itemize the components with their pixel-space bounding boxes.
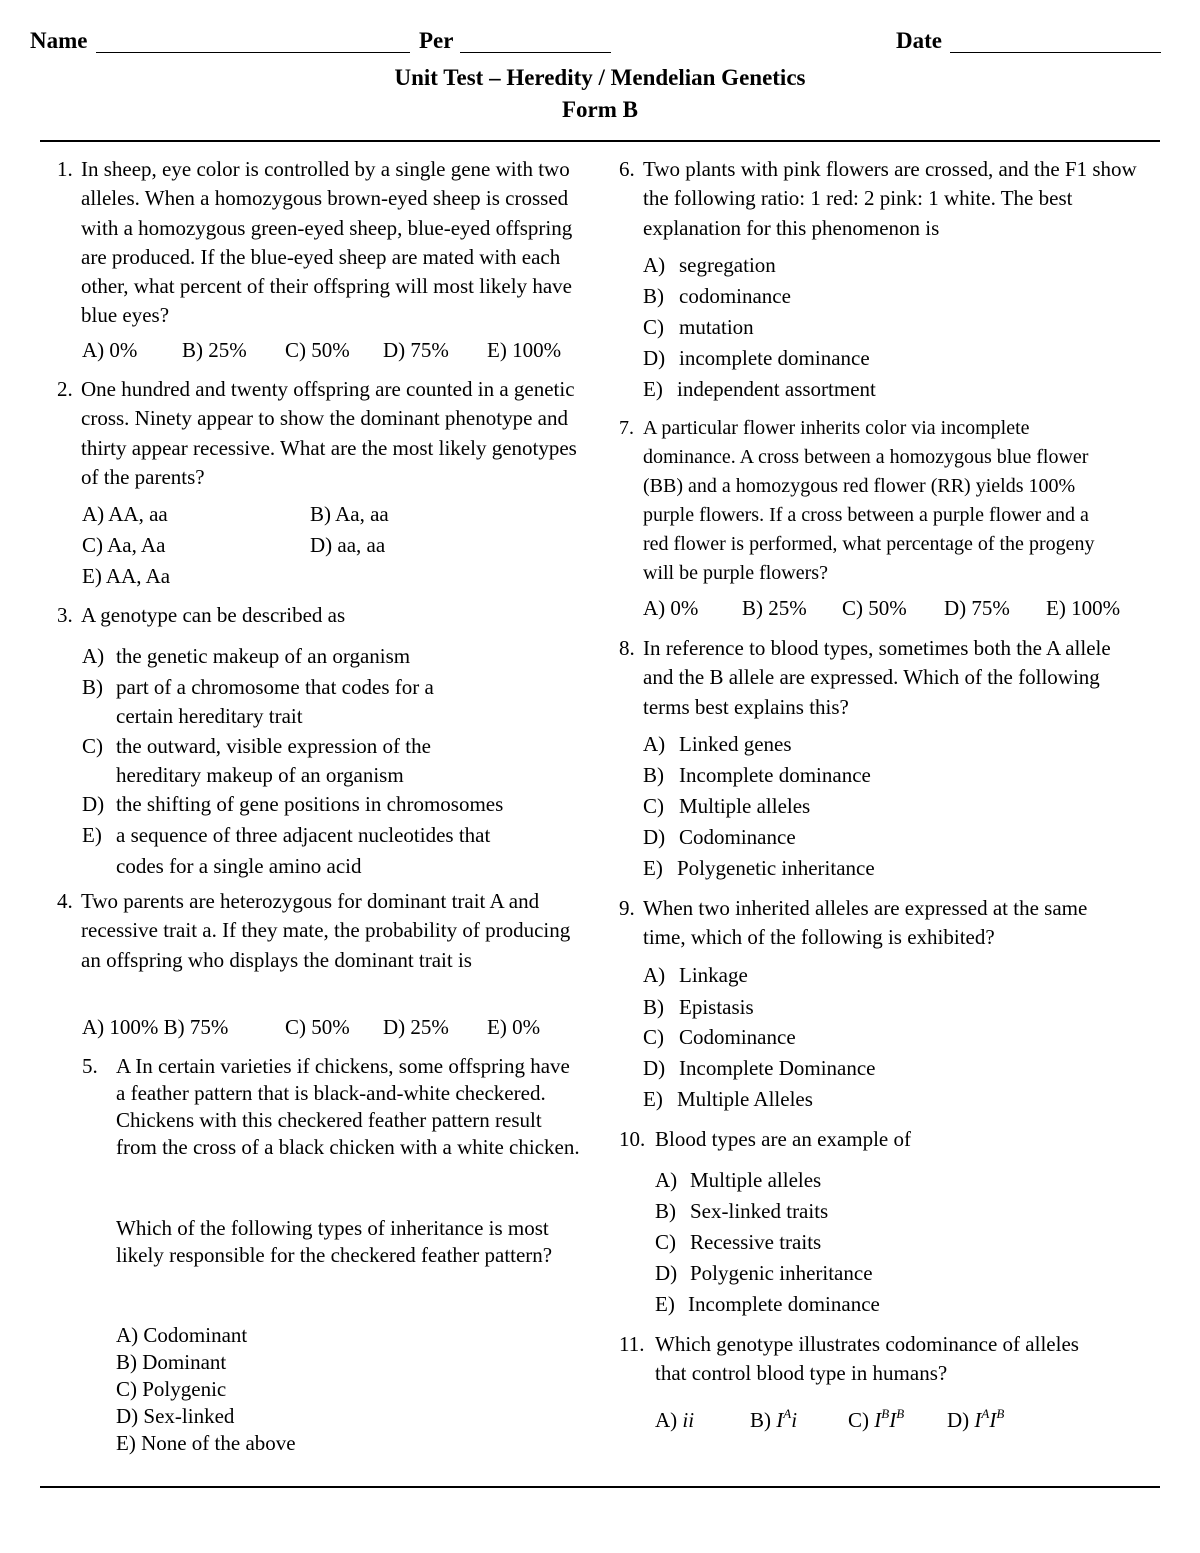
option-letter: D) (947, 1408, 970, 1432)
option-letter: D) (643, 825, 666, 849)
option-letter: C) (655, 1230, 676, 1254)
option-text: mutation (679, 315, 754, 339)
option-text: Codominance (679, 1025, 796, 1049)
option-letter: E) (643, 856, 663, 880)
option-letter: D) (643, 1056, 666, 1080)
option-letter: C) (643, 315, 664, 339)
option-letter: B) (643, 284, 664, 308)
option-letter: E) (643, 1087, 663, 1111)
question-text: In reference to blood types, sometimes both the A allele and the B allele are expressed. Which of the following terms best explains this? (643, 636, 1111, 719)
q3-option-e[interactable] (82, 821, 491, 878)
q9-option-a[interactable] (643, 961, 748, 990)
option-text: Epistasis (679, 995, 754, 1019)
question-text: Two plants with pink flowers are crossed, and the F1 show the following ratio: 1 red: 2 pink: 1 white. The best explanation for this phenomenon is (643, 157, 1137, 240)
question-text: In sheep, eye color is controlled by a single gene with two alleles. When a homozygous brown-eyed sheep is crossed with a homozygous green-eyed sheep, blue-eyed offspring are produced. If the blue-eyed sheep are mated with each other, what percent of their offspring will most likely have blue eyes? (81, 157, 573, 328)
q5-option-d[interactable]: D) Sex-linked (116, 1404, 235, 1428)
allele-base: I (989, 1408, 997, 1432)
q4-option-a-b[interactable]: A) 100% B) 75% (82, 1015, 229, 1039)
option-letter: A) (655, 1168, 678, 1192)
q3-option-a[interactable] (82, 642, 411, 671)
option-text: Incomplete Dominance (679, 1056, 876, 1080)
option-letter: D) (655, 1261, 678, 1285)
allele-superscript: B (881, 1406, 890, 1421)
question-number: 8. (619, 636, 635, 660)
option-text: a sequence of three adjacent nucleotides that (116, 823, 491, 847)
question-text: Which genotype illustrates codominance of alleles that control blood type in humans? (655, 1332, 1079, 1386)
question-number: 9. (619, 896, 635, 920)
question-text: A particular flower inherits color via incomplete dominance. A cross between a homozygous blue flower (BB) and a homozygous red flower (RR) yields 100% purple flowers. If a cross between a purple flower and a red flower is performed, what percentage of the progeny will be purple flowers? (643, 417, 1095, 584)
q3-option-c[interactable] (82, 732, 431, 787)
q10-option-a[interactable] (655, 1166, 822, 1195)
q10-option-e[interactable] (655, 1290, 880, 1319)
bottom-divider (40, 1486, 1160, 1488)
top-divider (40, 140, 1160, 142)
option-text: the outward, visible expression of the (116, 734, 431, 758)
option-text: Incomplete dominance (688, 1292, 880, 1316)
question-number: 2. (57, 377, 73, 401)
q7-option-a[interactable]: A) 0% (643, 596, 699, 620)
name-label: Name (30, 28, 88, 53)
allele-superscript: B (896, 1406, 905, 1421)
date-field-line[interactable] (950, 52, 1161, 53)
q2-option-d[interactable]: D) aa, aa (310, 533, 386, 557)
option-text-continued: certain hereditary trait (116, 704, 303, 728)
option-letter: B) (643, 995, 664, 1019)
option-letter: D) (82, 792, 105, 816)
q10-option-c[interactable] (655, 1228, 822, 1257)
question-text: When two inherited alleles are expressed at the same time, which of the following is exhibited? (643, 896, 1088, 950)
option-letter: A) (655, 1408, 678, 1432)
option-text: Codominance (679, 825, 796, 849)
allele-base: I (889, 1408, 897, 1432)
q10-option-d[interactable] (655, 1259, 873, 1288)
q3-option-b[interactable] (82, 673, 434, 728)
allele-superscript: A (783, 1406, 792, 1421)
option-text: incomplete dominance (679, 346, 870, 370)
q8-option-e[interactable] (643, 854, 875, 883)
option-letter: B) (655, 1199, 676, 1223)
option-text: Linked genes (679, 732, 792, 756)
q9-option-e[interactable] (643, 1085, 813, 1114)
option-letter: E) (82, 823, 102, 847)
option-text: Multiple Alleles (677, 1087, 813, 1111)
option-text-continued: hereditary makeup of an organism (116, 763, 404, 787)
q11-option-d[interactable] (947, 1406, 1004, 1437)
q9-option-d[interactable] (643, 1054, 876, 1083)
option-letter: A) (643, 732, 666, 756)
option-letter: B) (643, 763, 664, 787)
option-text: independent assortment (677, 377, 876, 401)
option-letter: C) (643, 1025, 664, 1049)
allele-base: I (776, 1408, 784, 1432)
option-letter: D) (643, 346, 666, 370)
allele-base: i (791, 1408, 798, 1432)
allele-superscript: B (996, 1406, 1005, 1421)
q1-option-c[interactable]: C) 50% (285, 338, 350, 362)
per-label: Per (419, 28, 454, 53)
q6-option-a[interactable] (643, 251, 776, 280)
q9-option-b[interactable] (643, 993, 754, 1022)
q4-option-c[interactable]: C) 50% (285, 1015, 350, 1039)
option-text: the shifting of gene positions in chromosomes (116, 792, 504, 816)
question-number: 10. (619, 1127, 646, 1151)
per-field-line[interactable] (460, 52, 611, 53)
option-text: Multiple alleles (690, 1168, 822, 1192)
q6-option-b[interactable] (643, 282, 791, 311)
question-number: 6. (619, 157, 635, 181)
q1-option-a[interactable]: A) 0% (82, 338, 138, 362)
q8-option-b[interactable] (643, 761, 871, 790)
allele-base: I (974, 1408, 982, 1432)
option-text: the genetic makeup of an organism (116, 644, 411, 668)
option-text: Linkage (679, 963, 748, 987)
question-text-continued: Which of the following types of inheritance is most likely responsible for the checkered feather pattern? (116, 1216, 553, 1267)
q2-option-c[interactable]: C) Aa, Aa (82, 533, 166, 557)
option-letter: C) (848, 1408, 869, 1432)
option-letter: C) (643, 794, 664, 818)
q11-option-a[interactable] (655, 1406, 694, 1435)
q5-option-a[interactable]: A) Codominant (116, 1323, 248, 1347)
q10-option-b[interactable] (655, 1197, 829, 1226)
option-text: part of a chromosome that codes for a (116, 675, 434, 699)
question-text: Two parents are heterozygous for dominant trait A and recessive trait a. If they mate, the probability of producing an offspring who displays the dominant trait is (81, 889, 571, 972)
option-text: Multiple alleles (679, 794, 811, 818)
q2-option-e[interactable]: E) AA, Aa (82, 564, 171, 588)
q6-option-e[interactable] (643, 375, 876, 404)
q7-option-c[interactable]: C) 50% (842, 596, 907, 620)
q1-option-e[interactable]: E) 100% (487, 338, 562, 362)
option-letter: B) (82, 675, 103, 699)
name-field-line[interactable] (96, 52, 410, 53)
option-text: Polygenic inheritance (690, 1261, 873, 1285)
q7-option-d[interactable]: D) 75% (944, 596, 1010, 620)
option-text: Sex-linked traits (690, 1199, 829, 1223)
option-text: codominance (679, 284, 791, 308)
option-text: Recessive traits (690, 1230, 822, 1254)
question-number: 1. (57, 157, 73, 181)
question-number: 3. (57, 603, 73, 627)
option-letter: A) (643, 963, 666, 987)
q8-option-a[interactable] (643, 730, 792, 759)
q2-option-a[interactable]: A) AA, aa (82, 502, 168, 526)
option-text: Polygenetic inheritance (677, 856, 875, 880)
q4-option-d[interactable]: D) 25% (383, 1015, 449, 1039)
q1-option-b[interactable]: B) 25% (182, 338, 247, 362)
q9-option-c[interactable] (643, 1023, 796, 1052)
q11-option-c[interactable] (848, 1406, 904, 1437)
q7-option-b[interactable]: B) 25% (742, 596, 807, 620)
option-letter: A) (82, 644, 105, 668)
option-letter: E) (655, 1292, 675, 1316)
q11-option-b[interactable] (750, 1406, 797, 1437)
allele-superscript: A (981, 1406, 990, 1421)
question-text: Blood types are an example of (655, 1127, 911, 1151)
question-number: 7. (619, 417, 634, 439)
option-text: segregation (679, 253, 776, 277)
genotype: ii (682, 1408, 695, 1432)
q6-option-c[interactable] (643, 313, 754, 342)
option-letter: E) (643, 377, 663, 401)
question-text: A In certain varieties if chickens, some offspring have a feather pattern that is black-and-white checkered. Chickens with this checkered feather pattern result from the cross of a black chicken with a white chicken. (116, 1054, 580, 1159)
question-number: 11. (619, 1332, 645, 1356)
form-label: Form B (561, 97, 638, 122)
question-text: One hundred and twenty offspring are counted in a genetic cross. Ninety appear to show the dominant phenotype and thirty appear recessive. What are the most likely genotypes of the parents? (81, 377, 577, 489)
q2-option-b[interactable]: B) Aa, aa (310, 502, 389, 526)
option-letter: B) (750, 1408, 771, 1432)
q3-option-d[interactable] (82, 790, 504, 819)
date-label: Date (896, 28, 942, 53)
question-number: 4. (57, 889, 73, 913)
q8-option-c[interactable] (643, 792, 811, 821)
q8-option-d[interactable] (643, 823, 796, 852)
allele-base: I (874, 1408, 882, 1432)
q5-option-e[interactable]: E) None of the above (116, 1431, 296, 1455)
option-text: Incomplete dominance (679, 763, 871, 787)
q5-option-b[interactable]: B) Dominant (116, 1350, 227, 1374)
q1-option-d[interactable]: D) 75% (383, 338, 449, 362)
test-title: Unit Test – Heredity / Mendelian Genetics (394, 65, 806, 90)
option-letter: A) (643, 253, 666, 277)
q6-option-d[interactable] (643, 344, 870, 373)
q7-option-e[interactable]: E) 100% (1046, 596, 1121, 620)
question-text: A genotype can be described as (81, 603, 346, 627)
question-number: 5. (82, 1054, 98, 1078)
option-letter: C) (82, 734, 103, 758)
q5-option-c[interactable]: C) Polygenic (116, 1377, 227, 1401)
option-text-continued: codes for a single amino acid (116, 854, 362, 878)
q4-option-e[interactable]: E) 0% (487, 1015, 541, 1039)
